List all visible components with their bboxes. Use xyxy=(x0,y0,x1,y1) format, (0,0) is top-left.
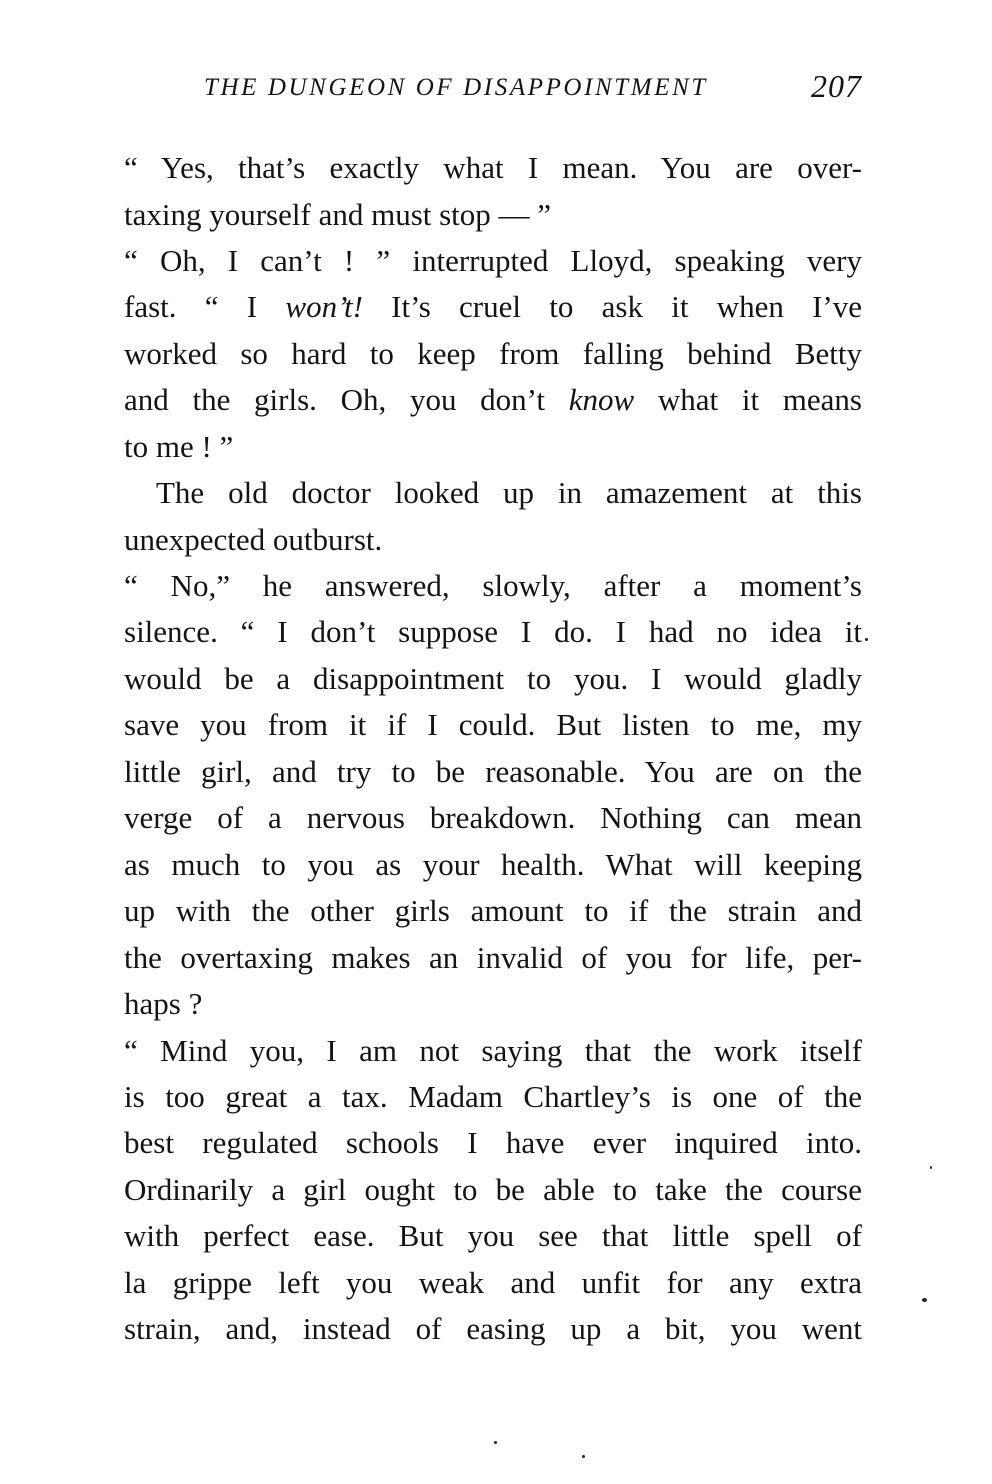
text-line: would be a disappointment to you. I would gladly xyxy=(124,661,862,696)
text-line: up with the other girls amount to if the strain and xyxy=(124,893,862,928)
text-run: and the girls. Oh, you don’t xyxy=(124,382,569,417)
text-line: as much to you as your health. What will keeping xyxy=(124,847,862,882)
text-line: unexpected outburst. xyxy=(124,522,383,557)
text-line: strain, and, instead of easing up a bit, you went xyxy=(124,1311,862,1346)
running-title: THE DUNGEON OF DISAPPOINTMENT xyxy=(204,74,708,101)
text-line: little girl, and try to be reasonable. You are on the xyxy=(124,754,862,789)
text-line: save you from it if I could. But listen to me, my xyxy=(124,707,862,742)
text-line: best regulated schools I have ever inquired into. xyxy=(124,1125,862,1160)
text-line: haps ? xyxy=(124,986,203,1021)
text-line: la grippe left you weak and unfit for any extra xyxy=(124,1265,862,1300)
text-line: taxing yourself and must stop — ” xyxy=(124,197,552,232)
text-line xyxy=(124,284,862,330)
emphasis-text: won’t! xyxy=(285,289,363,324)
text-line xyxy=(124,377,862,423)
text-line: with perfect ease. But you see that little spell of xyxy=(124,1218,862,1253)
text-line: “ Oh, I can’t ! ” interrupted Lloyd, speaking very xyxy=(124,243,862,278)
text-line: “ Mind you, I am not saying that the work itself xyxy=(124,1033,862,1068)
text-line: “ No,” he answered, slowly, after a moment’s xyxy=(124,568,862,603)
emphasis-text: know xyxy=(568,382,635,417)
scan-speck xyxy=(865,638,868,641)
text-line: to me ! ” xyxy=(124,429,234,464)
running-head xyxy=(124,68,862,116)
text-line: the overtaxing makes an invalid of you for life, per- xyxy=(124,940,862,975)
text-run: It’s cruel to ask it when I’ve xyxy=(362,289,863,324)
scan-speck xyxy=(930,1166,932,1169)
text-run: what it means xyxy=(634,382,862,417)
scan-speck xyxy=(582,1455,585,1458)
text-line: worked so hard to keep from falling behind Betty xyxy=(124,336,862,371)
scan-speck xyxy=(494,1441,497,1444)
text-run: fast. “ I xyxy=(124,289,286,324)
text-line: is too great a tax. Madam Chartley’s is one of the xyxy=(124,1079,862,1114)
page-number: 207 xyxy=(811,68,862,104)
text-line: silence. “ I don’t suppose I do. I had no idea it xyxy=(124,614,862,649)
text-line: verge of a nervous breakdown. Nothing can mean xyxy=(124,800,862,835)
text-line: The old doctor looked up in amazement at this xyxy=(156,475,862,510)
text-line: “ Yes, that’s exactly what I mean. You are over- xyxy=(124,150,862,185)
scan-speck xyxy=(922,1298,927,1302)
text-line: Ordinarily a girl ought to be able to take the course xyxy=(124,1172,862,1207)
